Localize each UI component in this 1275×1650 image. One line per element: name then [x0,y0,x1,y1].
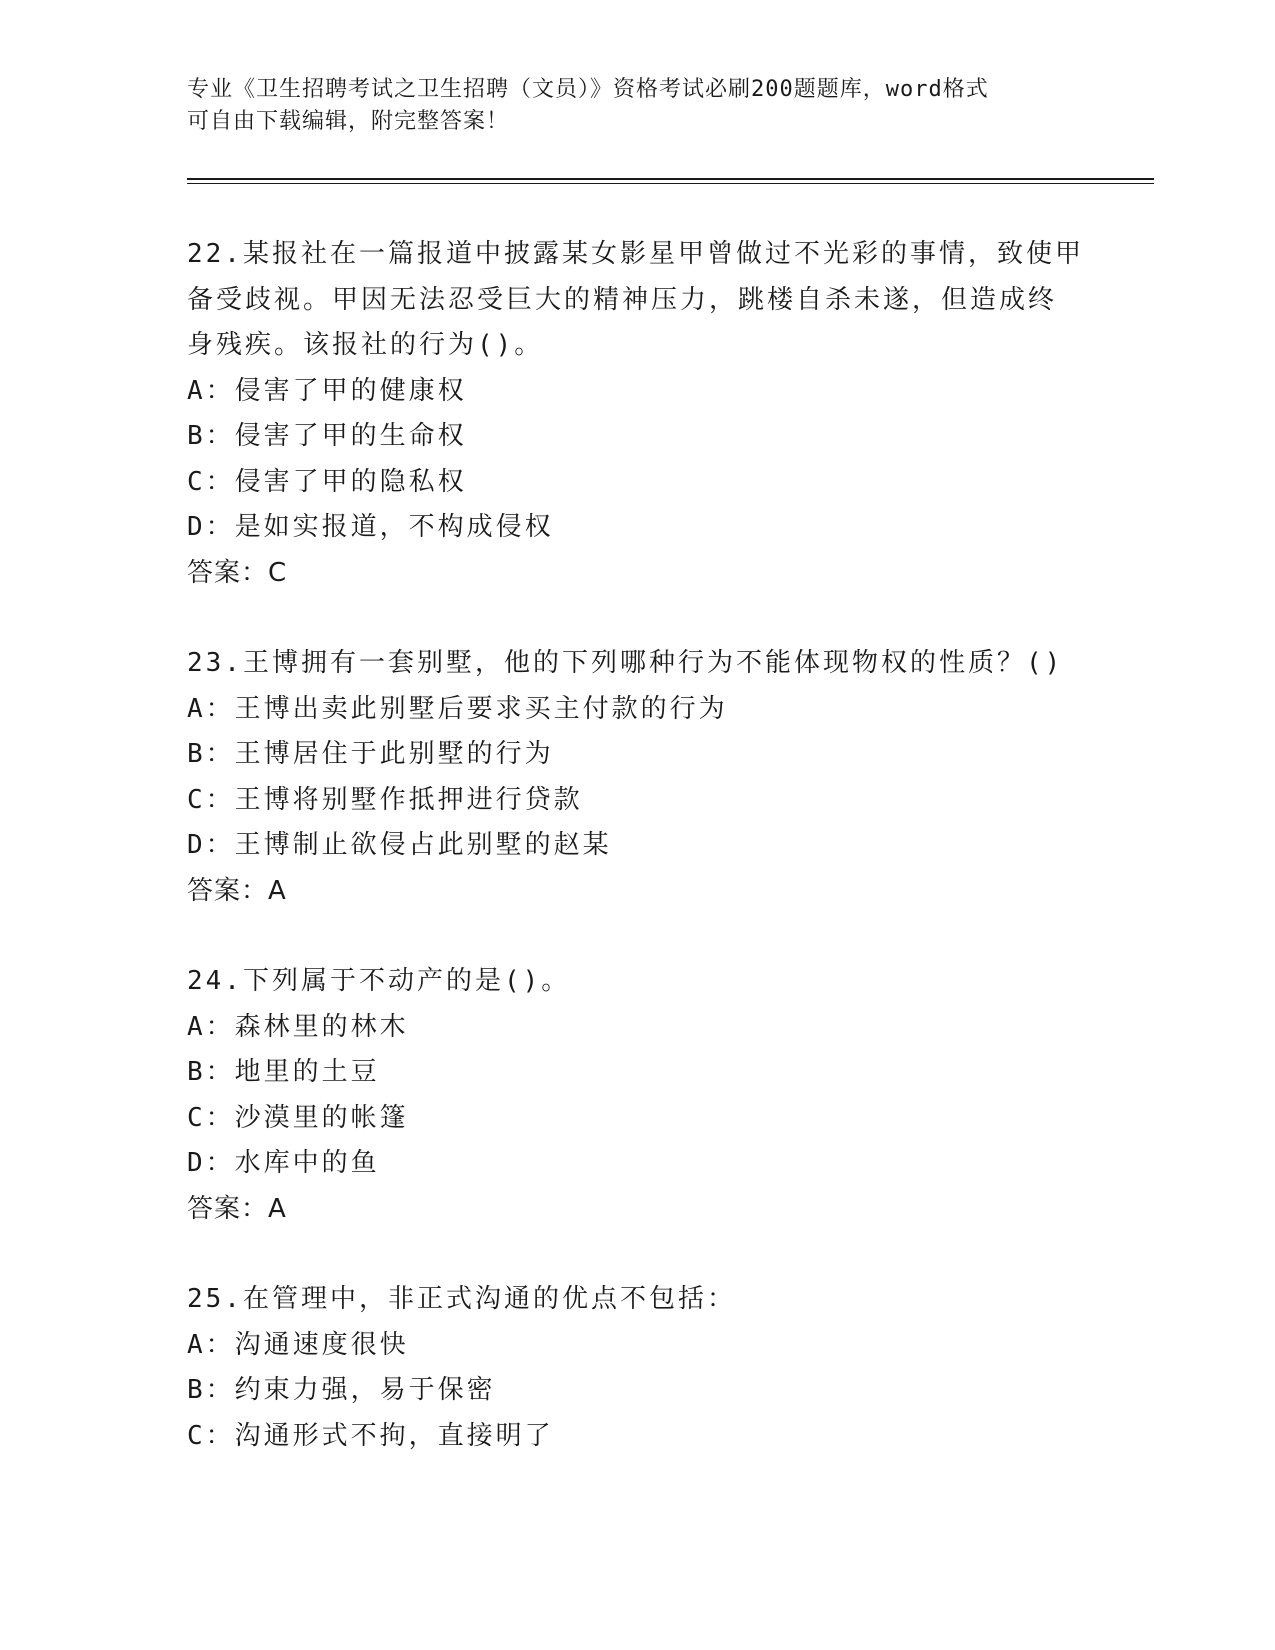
answer-line: 答案：A [187,875,287,906]
option-c: C：侵害了甲的隐私权 [187,466,467,497]
option-b: B：王博居住于此别墅的行为 [187,739,554,769]
answer-line: 答案：A [187,1193,287,1224]
option-c: C：沙漠里的帐篷 [187,1102,409,1133]
question-23 [187,641,1087,914]
header-divider-thick [187,178,1154,180]
option-c: C：王博将别墅作抵押进行贷款 [187,784,583,815]
header-divider-thin [187,183,1154,184]
question-stem-line: 24.下列属于不动产的是()。 [187,966,571,996]
document-header [187,74,1087,138]
question-stem-line: 备受歧视。甲因无法忍受巨大的精神压力，跳楼自杀未遂，但造成终 [187,284,1058,315]
option-a: A：森林里的林木 [187,1011,409,1042]
option-b: B：地里的土豆 [187,1057,380,1087]
question-stem-line: 23.王博拥有一套别墅，他的下列哪种行为不能体现物权的性质？() [187,648,1064,678]
option-b: B：侵害了甲的生命权 [187,421,467,451]
answer-line: 答案：C [187,557,288,588]
header-line-1: 专业《卫生招聘考试之卫生招聘（文员）》资格考试必刷200题题库，word格式 [187,77,989,102]
header-line-2: 可自由下载编辑，附完整答案！ [187,109,510,134]
option-d: D：王博制止欲侵占此别墅的赵某 [187,830,612,860]
question-stem-line: 身残疾。该报社的行为()。 [187,330,544,360]
question-24 [187,959,1087,1232]
question-22 [187,232,1087,596]
question-stem-line: 25.在管理中，非正式沟通的优点不包括： [187,1284,736,1314]
option-d: D：水库中的鱼 [187,1148,380,1178]
option-a: A：王博出卖此别墅后要求买主付款的行为 [187,693,728,724]
question-stem-line: 22.某报社在一篇报道中披露某女影星甲曾做过不光彩的事情，致使甲 [187,239,1084,269]
option-c: C：沟通形式不拘，直接明了 [187,1420,554,1451]
question-list [187,232,1087,1504]
option-b: B：约束力强，易于保密 [187,1375,496,1405]
question-25 [187,1277,1087,1459]
option-d: D：是如实报道，不构成侵权 [187,512,554,542]
option-a: A：侵害了甲的健康权 [187,375,467,406]
option-a: A：沟通速度很快 [187,1329,409,1360]
